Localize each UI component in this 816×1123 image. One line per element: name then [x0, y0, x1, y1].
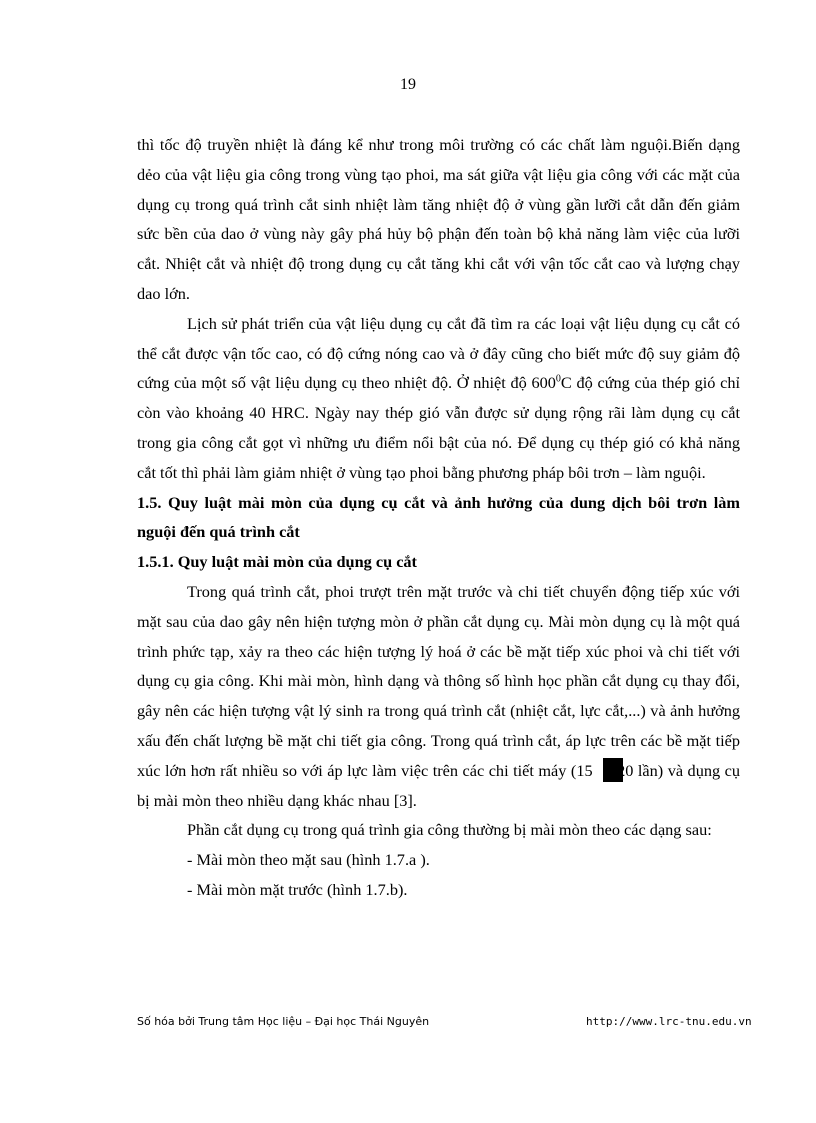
- footer-source: Số hóa bởi Trung tâm Học liệu – Đại học Thái Nguyên: [137, 1015, 430, 1028]
- paragraph: thì tốc độ truyền nhiệt là đáng kể như trong môi trường có các chất làm nguội.Biến dạng dẻo của vật liệu gia công trong vùng tạo phoi, ma sát giữa vật liệu gia công với các mặt của dụng cụ trong quá trình cắt sinh nhiệt làm tăng nhiệt độ ở vùng gần lưỡi cắt dẫn đến giảm sức bền của dao ở vùng này gây phá hủy bộ phận đến toàn bộ khả năng làm việc của lưỡi cắt. Nhiệt cắt và nhiệt độ trong dụng cụ cắt tăng khi cắt với vận tốc cắt cao và lượng chạy dao lớn.: [137, 135, 740, 303]
- page-number: 19: [400, 76, 416, 93]
- list-item: - Mài mòn mặt trước (hình 1.7.b).: [187, 879, 408, 899]
- paragraph: [137, 309, 740, 488]
- paragraph-text: C độ cứng của thép gió chỉ còn vào khoảng 40 HRC. Ngày nay thép gió vẫn được sử dụng rộng rãi làm dụng cụ cắt trong gia công cắt gọt vì những ưu điểm nổi bật của nó. Để dụng cụ thép gió có khả năng cắt tốt thì phải làm giảm nhiệt ở vùng tạo phoi bằng phương pháp bôi trơn – làm nguội.: [137, 373, 740, 482]
- superscript: 0: [555, 373, 561, 385]
- paragraph-text: Trong quá trình cắt, phoi trượt trên mặt trước và chi tiết chuyển động tiếp xúc với mặt sau của dao gây nên hiện tượng mòn ở phần cắt dụng cụ. Mài mòn dụng cụ là một quá trình phức tạp, xảy ra theo các hiện tượng lý hoá ở các bề mặt tiếp xúc phoi và chi tiết với dụng cụ gia công. Khi mài mòn, hình dạng và thông số hình học phần cắt dụng cụ thay đổi, gây nên các hiện tượng vật lý sinh ra trong quá trình cắt (nhiệt cắt, lực cắt,...) và ảnh hưởng xấu đến chất lượng bề mặt chi tiết gia công. Trong quá trình cắt, áp lực trên các bề mặt tiếp xúc lớn hơn rất nhiều so với áp lực làm việc trên các chi tiết máy (15: [137, 581, 740, 780]
- paragraph-text: Lịch sử phát triển của vật liệu dụng cụ cắt đã tìm ra các loại vật liệu dụng cụ cắt có thể cắt được vận tốc cao, có độ cứng nóng cao và ở đây cũng cho biết mức độ suy giảm độ cứng của một số vật liệu dụng cụ theo nhiệt độ. Ở nhiệt độ 600: [137, 313, 740, 393]
- paragraph: Phần cắt dụng cụ trong quá trình gia công thường bị mài mòn theo các dạng sau:: [187, 820, 712, 840]
- paragraph: [137, 577, 740, 815]
- subsection-heading: 1.5.1. Quy luật mài mòn của dụng cụ cắt: [137, 552, 417, 572]
- footer-url[interactable]: http://www.lrc-tnu.edu.vn: [586, 1015, 752, 1028]
- paragraph-text: 20 lần) và dụng cụ bị mài mòn theo nhiều dạng khác nhau [3].: [137, 760, 740, 810]
- section-heading: 1.5. Quy luật mài mòn của dụng cụ cắt và ảnh hưởng của dung dịch bôi trơn làm nguội đến quá trình cắt: [137, 492, 740, 542]
- document-body: [137, 130, 740, 905]
- list-item: - Mài mòn theo mặt sau (hình 1.7.a ).: [187, 850, 430, 870]
